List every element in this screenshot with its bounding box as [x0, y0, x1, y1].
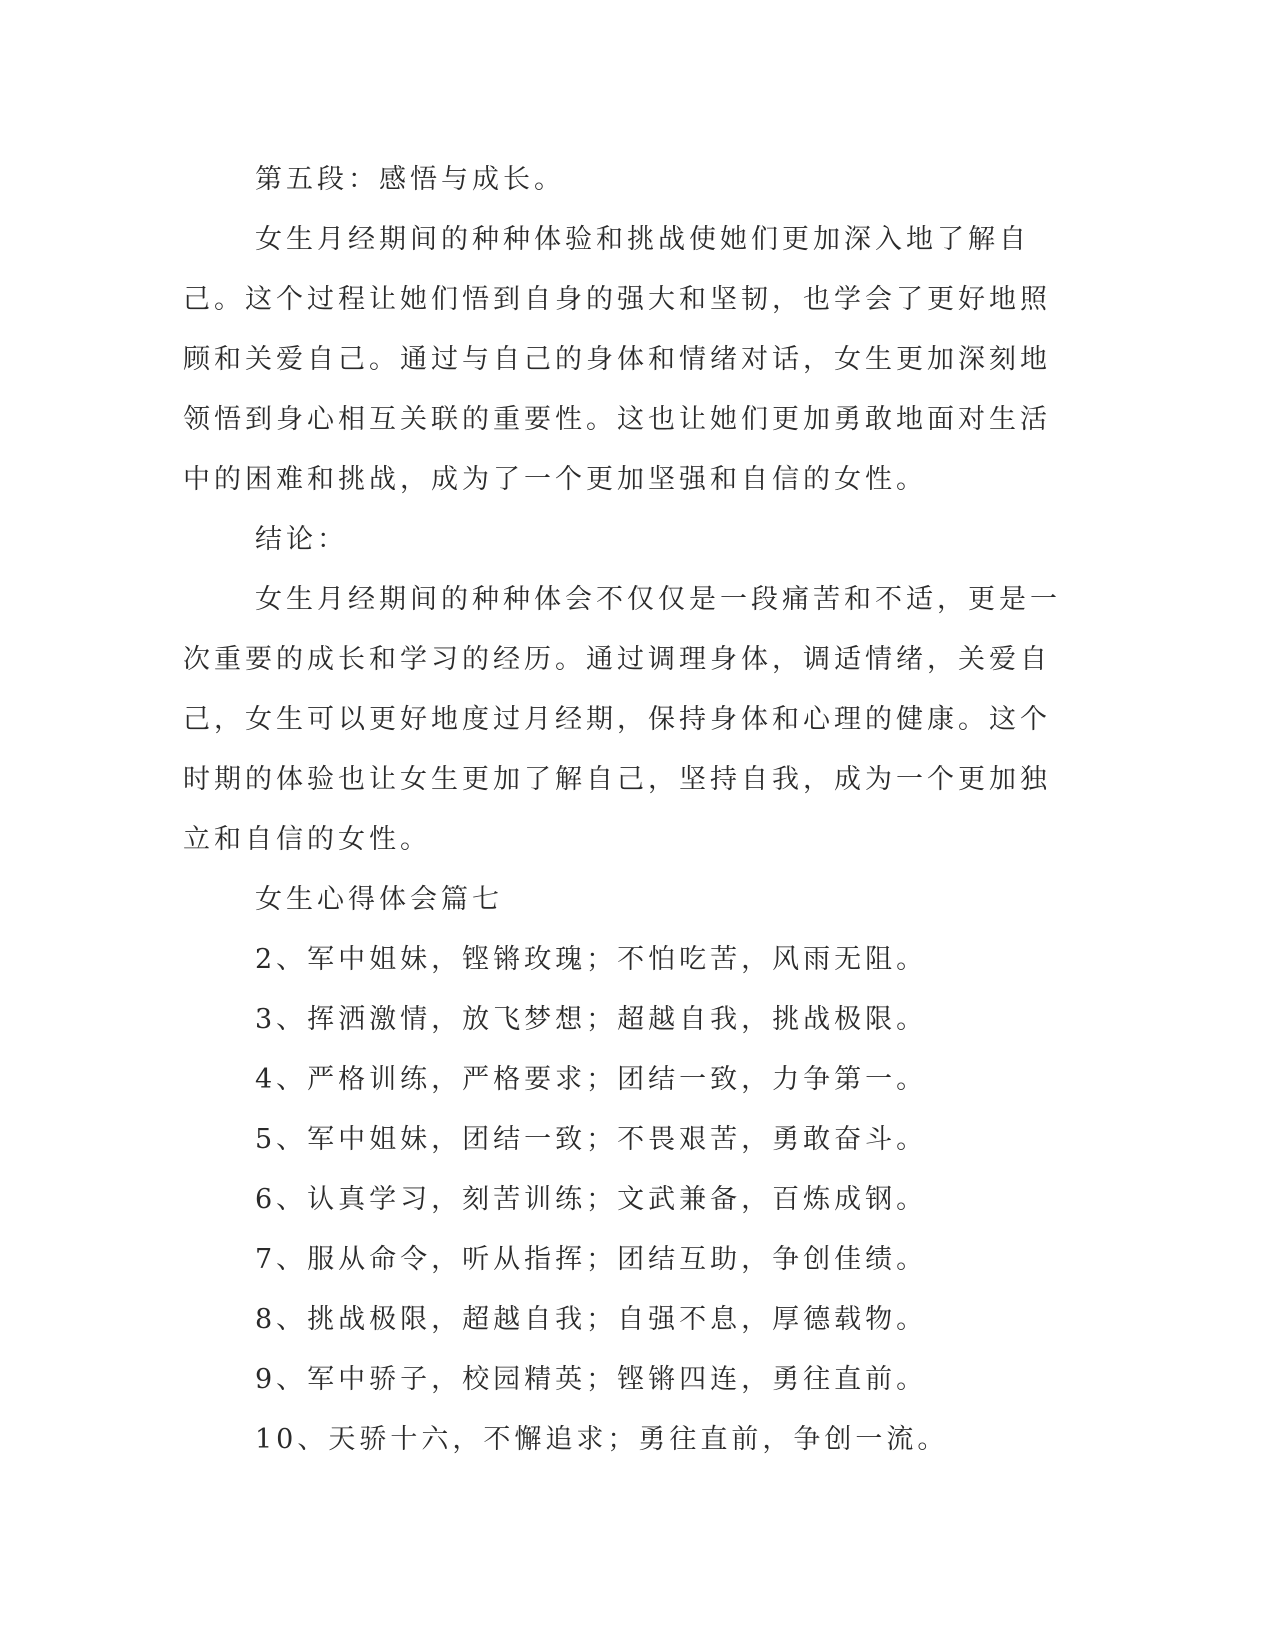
list-item: 8、挑战极限，超越自我；自强不息，厚德载物。 [255, 1304, 928, 1335]
list-item: 10、天骄十六，不懈追求；勇往直前，争创一流。 [255, 1424, 949, 1455]
list-item: 5、军中姐妹，团结一致；不畏艰苦，勇敢奋斗。 [255, 1124, 928, 1155]
document-body [183, 150, 1063, 1470]
list-item: 4、严格训练，严格要求；团结一致，力争第一。 [255, 1064, 928, 1095]
list-item: 6、认真学习，刻苦训练；文武兼备，百炼成钢。 [255, 1184, 928, 1215]
section-five-paragraph: 女生月经期间的种种体验和挑战使她们更加深入地了解自己。这个过程让她们悟到自身的强大和坚韧，也学会了更好地照顾和关爱自己。通过与自己的身体和情绪对话，女生更加深刻地领悟到身心相互关联的重要性。这也让她们更加勇敢地面对生活中的困难和挑战，成为了一个更加坚强和自信的女性。 [183, 224, 1051, 495]
section-five-heading: 第五段：感悟与成长。 [255, 164, 565, 195]
chapter-title: 女生心得体会篇七 [255, 884, 503, 915]
conclusion-heading: 结论： [255, 524, 348, 555]
list-item: 9、军中骄子，校园精英；铿锵四连，勇往直前。 [255, 1364, 928, 1395]
conclusion-paragraph: 女生月经期间的种种体会不仅仅是一段痛苦和不适，更是一次重要的成长和学习的经历。通过调理身体，调适情绪，关爱自己，女生可以更好地度过月经期，保持身体和心理的健康。这个时期的体验也让女生更加了解自己，坚持自我，成为一个更加独立和自信的女性。 [183, 584, 1061, 855]
list-item: 7、服从命令，听从指挥；团结互助，争创佳绩。 [255, 1244, 928, 1275]
list-item: 3、挥洒激情，放飞梦想；超越自我，挑战极限。 [255, 1004, 928, 1035]
slogan-list [183, 930, 1063, 1470]
list-item: 2、军中姐妹，铿锵玫瑰；不怕吃苦，风雨无阻。 [255, 944, 928, 975]
